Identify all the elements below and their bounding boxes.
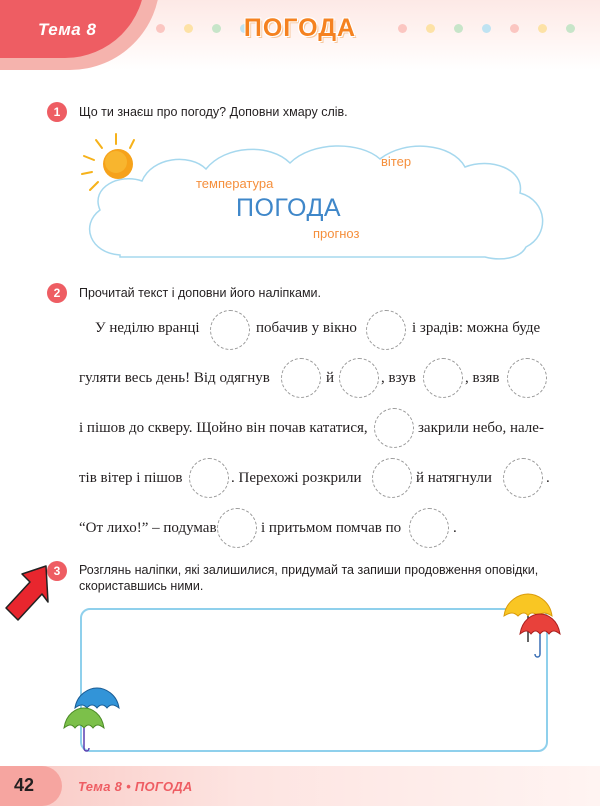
sticker-slot[interactable] — [409, 508, 449, 548]
sticker-slot[interactable] — [507, 358, 547, 398]
pointer-arrow-icon — [2, 562, 50, 632]
task2-instruction: Прочитай текст і доповни його наліпками. — [79, 286, 321, 300]
sun-icon — [78, 130, 148, 200]
text-fragment: . Перехожі розкрили — [231, 470, 362, 486]
sticker-slot[interactable] — [374, 408, 414, 448]
tema-label: Тема 8 — [38, 20, 97, 39]
text-fragment: і пішов до скверу. Щойно він почав кататися, — [79, 420, 368, 436]
answer-area[interactable] — [80, 608, 548, 752]
task1-instruction: Що ти знаєш про погоду? Доповни хмару слів. — [79, 105, 348, 119]
text-fragment: і зрадів: можна буде — [412, 320, 541, 336]
task3-instruction-line1: Розглянь наліпки, які залишилися, придумай та запиши продовження оповідки, — [79, 563, 539, 577]
cloud-word-prognoz: прогноз — [313, 226, 360, 241]
sticker-slot[interactable] — [372, 458, 412, 498]
cloud-word-temperatura: температура — [196, 176, 274, 191]
page-title: ПОГОДА — [243, 14, 357, 42]
sticker-slot[interactable] — [281, 358, 321, 398]
text-fragment: закрили небо, нале- — [418, 420, 544, 436]
task-number-3: 3 — [47, 561, 67, 581]
sticker-slot[interactable] — [503, 458, 543, 498]
sticker-slot[interactable] — [189, 458, 229, 498]
text-fragment: й натягнули — [416, 470, 492, 486]
text-fragment: й — [326, 370, 335, 386]
text-fragment: . — [453, 520, 457, 536]
footer-text: Тема 8 • ПОГОДА — [78, 779, 193, 794]
sticker-slot[interactable] — [366, 310, 406, 350]
task3-instruction-line2: скориставшись ними. — [79, 579, 204, 593]
cloud-word-viter: вітер — [381, 154, 412, 169]
text-fragment: побачив у вікно — [256, 320, 357, 336]
text-fragment: “От лихо!” – подумав — [79, 520, 217, 536]
sticker-slot[interactable] — [339, 358, 379, 398]
text-fragment: , взув — [381, 370, 416, 386]
text-fragment: і притьмом помчав по — [261, 520, 402, 536]
sticker-slot[interactable] — [423, 358, 463, 398]
red-umbrella-icon — [518, 612, 562, 662]
sticker-slot[interactable] — [210, 310, 250, 350]
cloud-main-word: ПОГОДА — [236, 194, 342, 222]
page-number: 42 — [14, 775, 35, 795]
text-fragment: . — [546, 470, 550, 486]
text-fragment: У неділю вранці — [95, 320, 200, 336]
task-number-1: 1 — [47, 102, 67, 122]
green-umbrella-icon — [62, 706, 106, 756]
text-fragment: , взяв — [465, 370, 500, 386]
text-fragment: тів вітер і пішов — [79, 470, 183, 486]
task-number-2: 2 — [47, 283, 67, 303]
sticker-slot[interactable] — [217, 508, 257, 548]
text-fragment: гуляти весь день! Від одягнув — [79, 370, 270, 386]
